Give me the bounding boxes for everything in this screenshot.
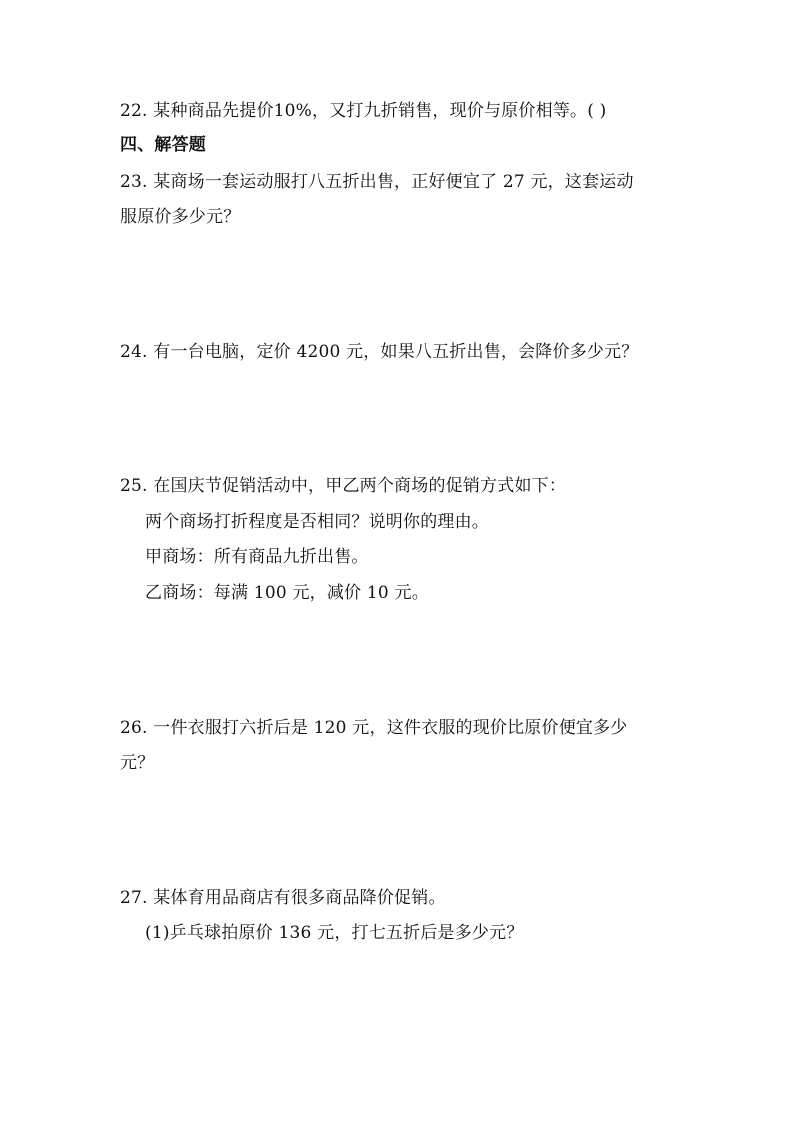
- question-22: 22. 某种商品先提价10%，又打九折销售，现价与原价相等。( ): [120, 101, 607, 121]
- question-23-line-1: 23. 某商场一套运动服打八五折出售，正好便宜了 27 元，这套运动: [120, 172, 634, 192]
- question-25-store-b: 乙商场：每满 100 元，减价 10 元。: [145, 583, 429, 603]
- question-25-line-2: 两个商场打折程度是否相同？说明你的理由。: [145, 512, 489, 532]
- question-27-part-1: (1)乒乓球拍原价 136 元，打七五折后是多少元？: [145, 923, 524, 943]
- question-23-line-2: 服原价多少元？: [120, 207, 241, 227]
- section-heading: 四、解答题: [120, 135, 206, 155]
- question-26-line-1: 26. 一件衣服打六折后是 120 元，这件衣服的现价比原价便宜多少: [120, 718, 628, 738]
- question-27: 27. 某体育用品商店有很多商品降价促销。: [120, 888, 446, 908]
- question-26-line-2: 元？: [120, 753, 155, 773]
- question-24: 24. 有一台电脑，定价 4200 元，如果八五折出售，会降价多少元？: [120, 342, 639, 362]
- question-25-store-a: 甲商场：所有商品九折出售。: [145, 547, 369, 567]
- question-25-line-1: 25. 在国庆节促销活动中，甲乙两个商场的促销方式如下：: [120, 476, 567, 496]
